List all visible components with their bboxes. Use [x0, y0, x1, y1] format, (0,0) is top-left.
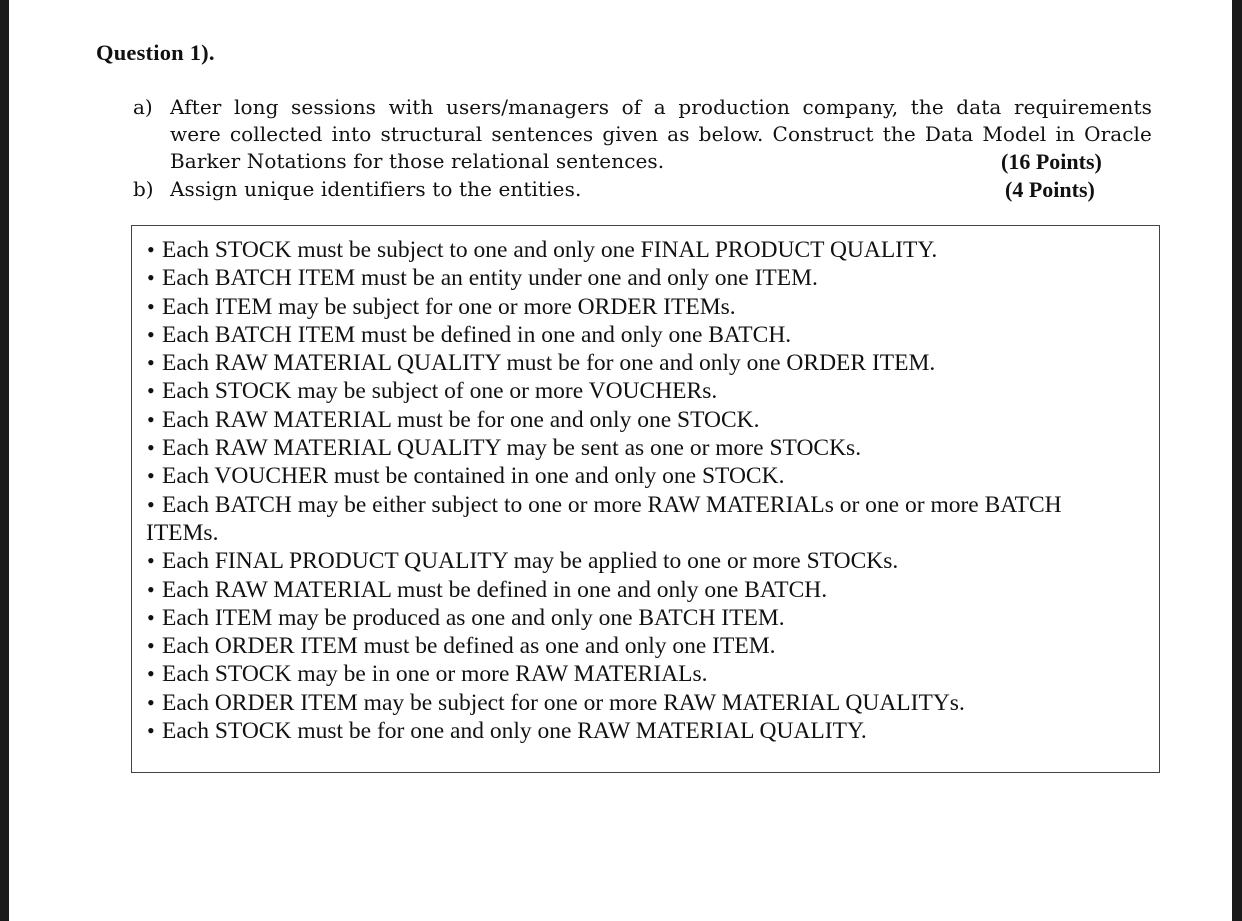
bullet: •	[147, 350, 155, 376]
bullet: •	[147, 237, 155, 262]
bullet: •	[147, 491, 155, 517]
bullet: •	[147, 689, 155, 715]
list-item: • Each RAW MATERIAL QUALITY may be sent as one or more STOCKs.	[147, 435, 862, 462]
question-title: Question 1).	[96, 40, 215, 65]
bullet: •	[147, 604, 155, 630]
part-a-label: a)	[133, 95, 153, 119]
list-item: • Each RAW MATERIAL must be for one and only one STOCK.	[147, 406, 760, 433]
list-item: • Each RAW MATERIAL must be defined in one and only one BATCH.	[147, 576, 828, 603]
list-item: • Each FINAL PRODUCT QUALITY may be applied to one or more STOCKs.	[147, 548, 899, 575]
list-item: • Each ORDER ITEM may be subject for one or more RAW MATERIAL QUALITYs.	[147, 689, 965, 716]
list-item-continuation: ITEMs.	[146, 519, 219, 546]
list-item: • Each STOCK may be in one or more RAW MATERIALs.	[147, 661, 708, 688]
list-item: • Each VOUCHER must be contained in one and only one STOCK.	[147, 463, 785, 490]
list-item: • Each ITEM may be subject for one or more ORDER ITEMs.	[147, 293, 736, 320]
part-a-line-3: Barker Notations for those relational sentences.	[170, 149, 665, 173]
bullet: •	[147, 406, 155, 432]
bullet: •	[147, 378, 155, 404]
part-b-points: (4 Points)	[1005, 177, 1095, 202]
list-item: • Each BATCH ITEM must be defined in one and only one BATCH.	[147, 321, 792, 348]
bullet: •	[147, 321, 155, 347]
bullet: •	[147, 548, 155, 574]
list-item: • Each BATCH ITEM must be an entity under one and only one ITEM.	[147, 265, 818, 292]
part-a-points: (16 Points)	[1001, 149, 1102, 174]
bullet: •	[147, 463, 155, 489]
right-dark-border	[1232, 0, 1242, 921]
list-item: • Each STOCK must be for one and only one RAW MATERIAL QUALITY.	[147, 718, 867, 745]
bullet: •	[147, 718, 155, 744]
list-item: • Each RAW MATERIAL QUALITY must be for one and only one ORDER ITEM.	[147, 350, 936, 377]
bullet: •	[147, 435, 155, 461]
part-a-line-2: were collected into structural sentences given as below. Construct the Data Model in Oracle	[170, 122, 1152, 146]
part-b-text: Assign unique identifiers to the entities.	[170, 177, 582, 201]
bullet: •	[147, 661, 155, 687]
list-item: • Each STOCK may be subject of one or more VOUCHERs.	[147, 378, 718, 405]
bullet: •	[147, 265, 155, 291]
bullet: •	[147, 576, 155, 602]
part-a-line-1: After long sessions with users/managers of a production company, the data requirements	[170, 95, 1152, 119]
left-dark-border	[0, 0, 9, 921]
list-item: • Each BATCH may be either subject to one or more RAW MATERIALs or one or more BATCH	[147, 491, 1062, 518]
bullet: •	[147, 293, 155, 319]
bullet: •	[147, 633, 155, 659]
list-item: • Each ITEM may be produced as one and only one BATCH ITEM.	[147, 604, 785, 631]
part-b-label: b)	[133, 177, 154, 201]
requirements-list	[147, 236, 1147, 745]
list-item: • Each ORDER ITEM must be defined as one and only one ITEM.	[147, 633, 776, 660]
list-item: • Each STOCK must be subject to one and only one FINAL PRODUCT QUALITY.	[147, 237, 938, 263]
